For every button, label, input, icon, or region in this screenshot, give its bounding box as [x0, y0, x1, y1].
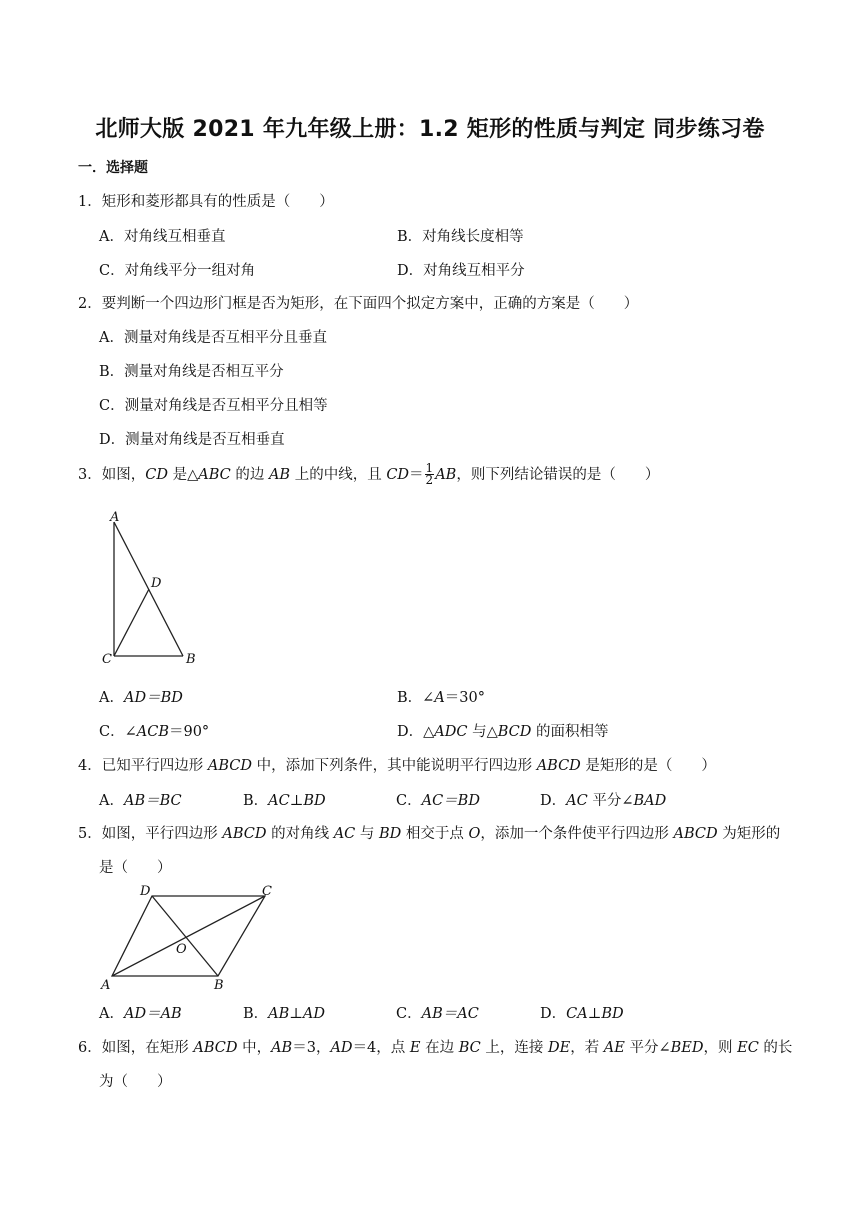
q5-option-b[interactable]: B．AB⊥AD: [243, 1006, 326, 1022]
q3-triangle-figure: [100, 505, 210, 665]
q5-label-d: D: [140, 884, 151, 899]
q3-option-b[interactable]: B．∠A＝30°: [397, 690, 485, 706]
q6-stem-line2: 为（ ）: [99, 1074, 172, 1090]
q1-option-a[interactable]: A．对角线互相垂直: [99, 229, 226, 245]
q5-label-b: B: [214, 978, 224, 993]
q3-option-a[interactable]: A．AD＝BD: [99, 690, 183, 706]
q5-stem: 5．如图，平行四边形 ABCD 的对角线 AC 与 BD 相交于点 O，添加一个条件使平行四边形 ABCD 为矩形的: [78, 826, 781, 842]
q5-option-a[interactable]: A．AD＝AB: [99, 1006, 182, 1022]
q3-label-a: A: [110, 510, 120, 525]
q5-label-c: C: [262, 884, 272, 899]
q3-option-d[interactable]: D．△ADC 与△BCD 的面积相等: [397, 724, 609, 740]
q6-stem: 6．如图，在矩形 ABCD 中，AB＝3，AD＝4，点 E 在边 BC 上，连接 DE，若 AE 平分∠BED，则 EC 的长: [78, 1040, 793, 1056]
q1-option-d[interactable]: D．对角线互相平分: [397, 263, 525, 279]
q1-option-c[interactable]: C．对角线平分一组对角: [99, 263, 256, 279]
q5-parallelogram-figure: [100, 880, 300, 995]
q1-option-b[interactable]: B．对角线长度相等: [397, 229, 524, 245]
q3-label-c: C: [102, 652, 112, 665]
q2-stem: 2．要判断一个四边形门框是否为矩形，在下面四个拟定方案中，正确的方案是（ ）: [78, 296, 639, 312]
q5-label-a: A: [101, 978, 111, 993]
q5-label-o: O: [176, 942, 187, 957]
q5-stem-line2: 是（ ）: [99, 860, 172, 876]
q4-stem: 4．已知平行四边形 ABCD 中，添加下列条件，其中能说明平行四边形 ABCD 是矩形的是（ ）: [78, 758, 716, 774]
q5-option-d[interactable]: D．CA⊥BD: [540, 1006, 624, 1022]
page-title: 北师大版 2021 年九年级上册：1.2 矩形的性质与判定 同步练习卷: [95, 117, 765, 142]
q3-label-b: B: [186, 652, 196, 665]
q4-option-c[interactable]: C．AC＝BD: [396, 793, 480, 809]
q2-option-d[interactable]: D．测量对角线是否互相垂直: [99, 432, 285, 448]
fraction-one-half: $\frac{1}{2}$: [425, 460, 434, 487]
section-heading: 一．选择题: [78, 160, 148, 176]
q3-label-d: D: [151, 576, 162, 591]
q2-option-a[interactable]: A．测量对角线是否互相平分且垂直: [99, 330, 327, 346]
q3-stem: 3．如图，CD 是△ABC 的边 AB 上的中线，且 CD＝ $\frac{1}{2}$ AB，则下列结论错误的是（ ）: [78, 460, 660, 487]
q4-option-d[interactable]: D．AC 平分∠BAD: [540, 793, 667, 809]
q2-option-b[interactable]: B．测量对角线是否相互平分: [99, 364, 284, 380]
q4-option-b[interactable]: B．AC⊥BD: [243, 793, 326, 809]
q2-option-c[interactable]: C．测量对角线是否互相平分且相等: [99, 398, 328, 414]
q3-option-c[interactable]: C．∠ACB＝90°: [99, 724, 210, 740]
q4-option-a[interactable]: A．AB＝BC: [99, 793, 182, 809]
q1-stem: 1．矩形和菱形都具有的性质是（ ）: [78, 194, 334, 210]
q5-option-c[interactable]: C．AB＝AC: [396, 1006, 479, 1022]
